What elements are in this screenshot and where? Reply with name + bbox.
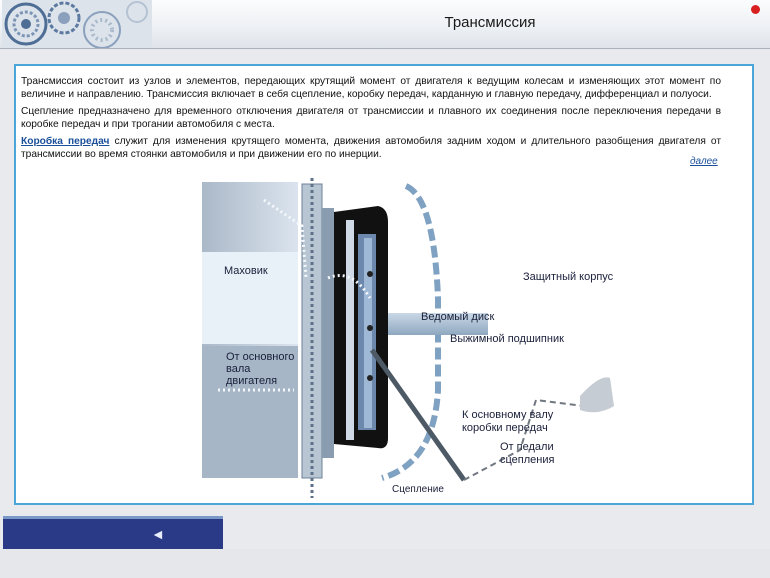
clutch-diagram bbox=[202, 178, 632, 498]
page-title: Трансмиссия bbox=[444, 14, 536, 31]
gearbox-link[interactable]: Коробка передач bbox=[21, 136, 110, 147]
paragraph-transmission: Трансмиссия состоит из узлов и элементов, передающих крутящий момент от двигателя к ведущим колесам и изменяющих этот момент по величине и направлению. Трансмиссия включает в себя сцепление, коробку передач, карданную и главную передачу, дифференциал и полуоси. bbox=[21, 76, 721, 100]
label-from-pedal-1: От педали bbox=[500, 441, 554, 453]
label-from-engine-1: От основного bbox=[226, 351, 295, 363]
label-driven-disc: Ведомый диск bbox=[421, 311, 495, 323]
back-button[interactable] bbox=[3, 516, 223, 549]
driven-disc bbox=[364, 238, 372, 428]
content-panel bbox=[14, 64, 754, 505]
header-bar bbox=[0, 0, 770, 49]
back-arrow-icon: ◄ bbox=[151, 526, 165, 542]
clutch-pedal bbox=[580, 377, 614, 412]
gearbox-text: служит для изменения крутящего момента, движения автомобиля задним ходом и длительного разобщения двигателя от трансмиссии во время стоянки автомобиля и при движении его по инерции. bbox=[21, 136, 721, 160]
description-text bbox=[21, 75, 721, 165]
close-icon[interactable] bbox=[751, 5, 760, 14]
label-release-bearing: Выжимной подшипник bbox=[450, 333, 564, 345]
label-from-engine-2: вала bbox=[226, 363, 251, 375]
label-from-engine-3: двигателя bbox=[226, 375, 278, 387]
label-to-gearbox-2: коробки передач bbox=[462, 422, 548, 434]
more-link[interactable]: далее bbox=[690, 156, 718, 167]
label-flywheel: Маховик bbox=[224, 265, 268, 277]
diagram-caption: Сцепление bbox=[392, 484, 444, 495]
gear-logo-icon bbox=[2, 0, 152, 48]
paragraph-clutch: Сцепление предназначено для временного отключения двигателя от трансмиссии и плавного их соединения после переключения передачи в коробке передач и при трогании автомобиля с места. bbox=[21, 106, 721, 130]
label-from-pedal-2: сцепления bbox=[500, 454, 555, 466]
label-housing: Защитный корпус bbox=[523, 271, 614, 283]
paragraph-gearbox bbox=[21, 135, 721, 161]
bottom-strip bbox=[0, 549, 770, 578]
label-to-gearbox-1: К основному валу bbox=[462, 409, 554, 421]
